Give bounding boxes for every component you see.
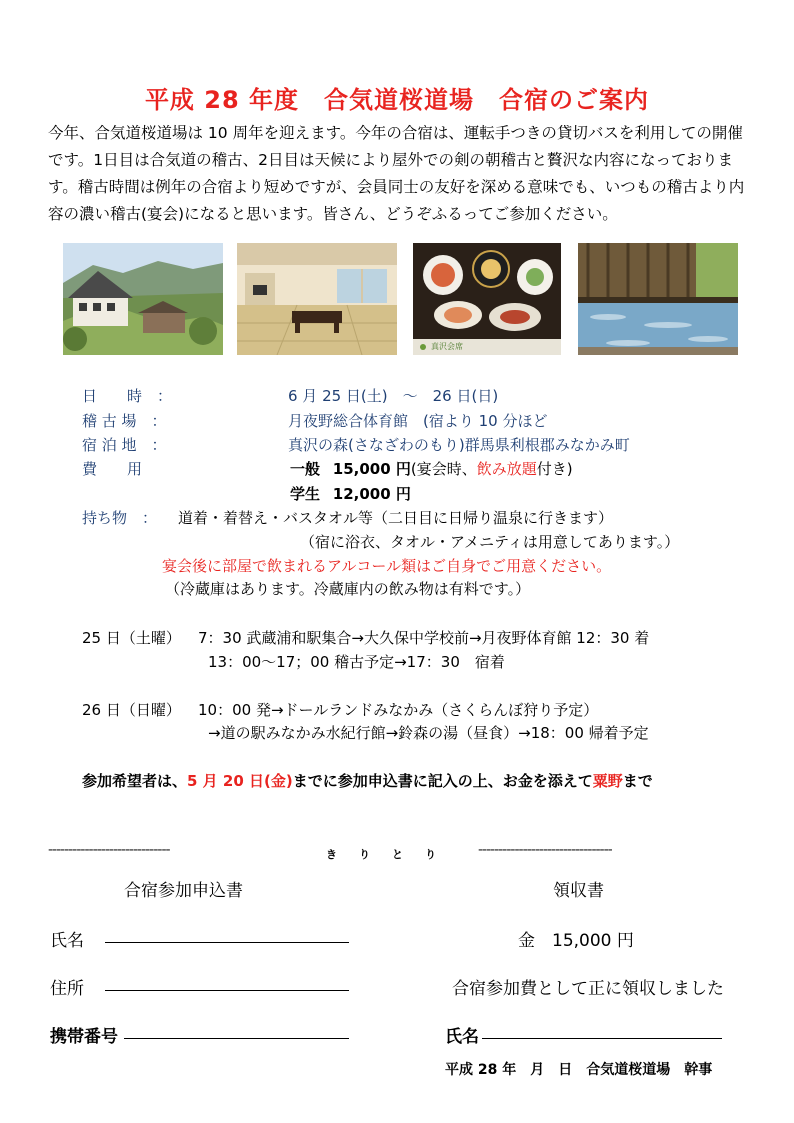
receipt-name-field[interactable] (482, 1038, 722, 1039)
application-name-field[interactable] (105, 942, 349, 943)
fee-general-note-c: 付き) (536, 460, 573, 478)
page-title: 平成 28 年度 合気道桜道場 合宿のご案内 (144, 86, 650, 114)
day2-line2: →道の駅みなかみ水紀行館→鈴森の湯（昼食）→18：00 帰着予定 (208, 724, 649, 742)
day1-line2: 13：00～17；00 稽古予定→17：30 宿着 (208, 653, 505, 671)
items-line1: 道着・着替え・バスタオル等（二日目に日帰り温泉に行きます） (178, 509, 614, 527)
deadline-part1: 参加希望者は、 (82, 772, 188, 790)
photo-open-air-bath (578, 243, 738, 355)
intro-paragraph: 今年、合気道桜道場は 10 周年を迎えます。今年の合宿は、運転手つきの貸切バスを利用しての開催です。1日目は合気道の稽古、2日目は天候により屋外での剣の朝稽古と贅沢な内容になっております。稽古時間は例年の合宿より短めですが、会員同士の友好を深める意味でも、いつもの稽古より内容の濃い稽古(宴会)になると思います。皆さん、どうぞふるってご参加ください。 (48, 124, 745, 223)
photo-kaiseki-meal (413, 243, 561, 355)
lodging-label: 宿 泊 地 ： (82, 436, 167, 454)
day2-line1: 10：00 発→ドールランドみなかみ（さくらんぼ狩り予定） (198, 701, 599, 719)
fee-general-row (290, 458, 573, 479)
alcohol-warning: 宴会後に部屋で飲まれるアルコール類はご自身でご用意ください。 (162, 557, 612, 575)
cutline-dashes-left: ------------------------------ (48, 842, 170, 858)
deadline-part3: まで (622, 772, 653, 790)
fee-general-amount: 15,000 円 (332, 460, 411, 478)
photo-japanese-room (237, 243, 397, 355)
fee-label: 費 用 (82, 460, 143, 478)
day2-label: 26 日（日曜） (82, 701, 181, 719)
items-line2: （宿に浴衣、タオル・アメニティは用意してあります。） (300, 533, 680, 551)
fee-student-label: 学生 (290, 485, 321, 503)
application-address-field[interactable] (105, 990, 349, 991)
fee-general-note-a: (宴会時、 (410, 460, 477, 478)
receipt-heading: 領収書 (553, 881, 604, 901)
venue-value: 月夜野総合体育館 (宿より 10 分ほど (288, 412, 548, 430)
deadline-name: 粟野 (592, 772, 623, 790)
fee-student-row (290, 483, 411, 504)
meal-caption: 真沢会席 (431, 342, 463, 351)
fridge-note: （冷蔵庫はあります。冷蔵庫内の飲み物は有料です。） (165, 580, 531, 598)
day1-label: 25 日（土曜） (82, 629, 181, 647)
cutline-dashes-right: --------------------------------- (478, 842, 612, 858)
date-value: 6 月 25 日(土) ～ 26 日(日) (288, 387, 499, 405)
application-address-label: 住所 (50, 979, 84, 999)
photo-lodge-exterior (63, 243, 223, 355)
deadline-notice (82, 770, 653, 791)
application-phone-label: 携帯番号 (50, 1027, 118, 1047)
deadline-part2: までに参加申込書に記入の上、お金を添えて (292, 772, 593, 790)
receipt-amount: 金 15,000 円 (518, 931, 634, 951)
application-phone-field[interactable] (124, 1038, 349, 1039)
day1-line1: 7：30 武蔵浦和駅集合→大久保中学校前→月夜野体育館 12：30 着 (198, 629, 650, 647)
lodging-value: 真沢の森(さなざわのもり)群馬県利根郡みなかみ町 (288, 436, 630, 454)
cutline-text: きりとり (326, 848, 458, 861)
items-label: 持ち物 ： (82, 509, 158, 527)
fee-student-amount: 12,000 円 (332, 485, 411, 503)
receipt-name-label: 氏名 (445, 1027, 479, 1047)
receipt-footer: 平成 28 年 月 日 合気道桜道場 幹事 (445, 1062, 713, 1078)
application-heading: 合宿参加申込書 (124, 881, 243, 901)
fee-general-note-b: 飲み放題 (476, 460, 537, 478)
fee-general-label: 一般 (290, 460, 321, 478)
date-label: 日 時 ： (82, 387, 173, 405)
deadline-date: 5 月 20 日(金) (187, 772, 293, 790)
venue-label: 稽 古 場 ： (82, 412, 167, 430)
application-name-label: 氏名 (50, 931, 84, 951)
receipt-statement: 合宿参加費として正に領収しました (452, 979, 724, 999)
